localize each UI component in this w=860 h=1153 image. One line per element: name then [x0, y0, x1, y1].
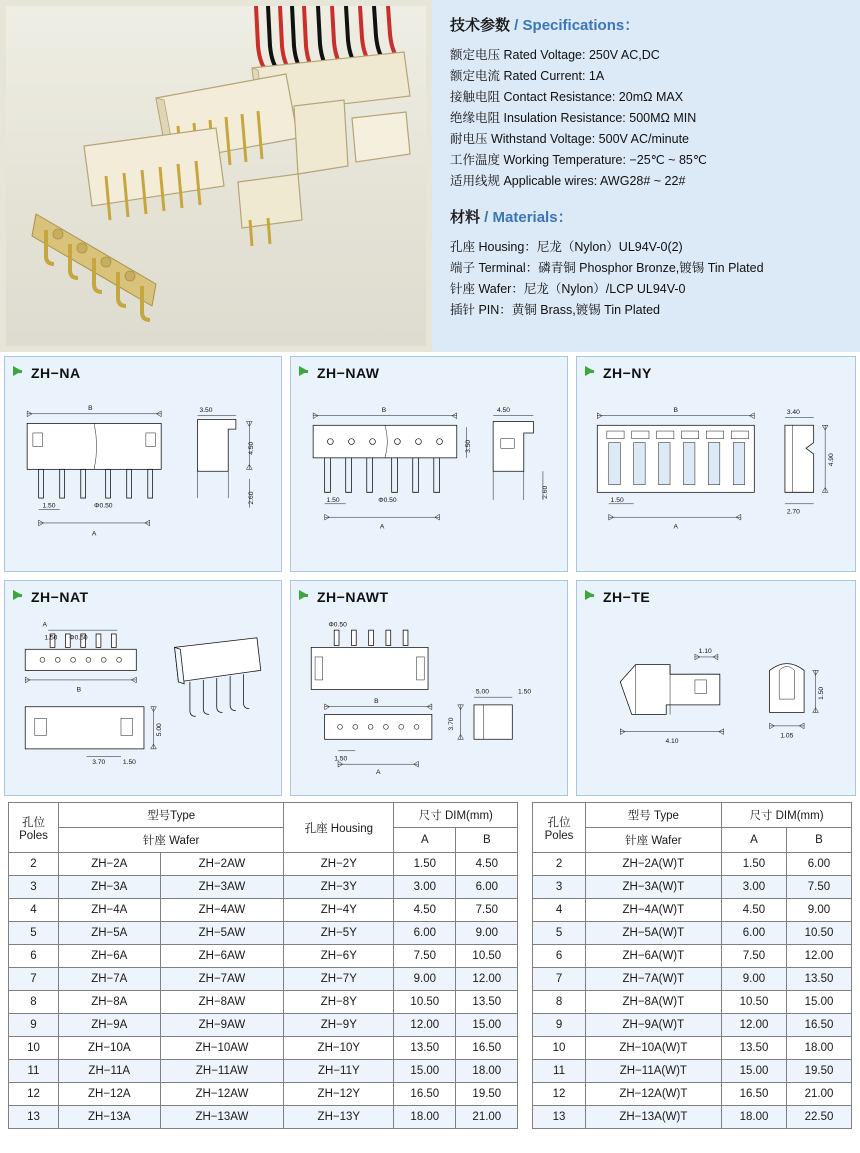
- table-row: [9, 853, 518, 876]
- svg-text:2.60: 2.60: [248, 491, 256, 505]
- table-row: [9, 968, 518, 991]
- drawing-area: [577, 611, 855, 791]
- cell-a: 3.00: [394, 876, 456, 899]
- cell-b: 22.50: [786, 1106, 851, 1129]
- svg-text:4.90: 4.90: [827, 453, 835, 467]
- cell-wafer: ZH−10A(W)T: [585, 1037, 721, 1060]
- cell-poles: 8: [9, 991, 59, 1014]
- cell-b: 6.00: [456, 876, 518, 899]
- cell-wafer: ZH−11A: [59, 1060, 161, 1083]
- svg-text:Φ0.50: Φ0.50: [69, 634, 88, 642]
- material-line: 插针 PIN：黄铜 Brass,镀锡 Tin Plated: [450, 303, 660, 317]
- cell-wafer: ZH−11A(W)T: [585, 1060, 721, 1083]
- svg-text:1.50: 1.50: [334, 755, 348, 763]
- cell-housing: ZH−9Y: [284, 1014, 394, 1037]
- table-right-body: [533, 853, 852, 1129]
- header-poles-en: Poles: [19, 829, 48, 842]
- svg-text:1.50: 1.50: [44, 634, 58, 642]
- svg-text:A: A: [379, 523, 385, 531]
- spec-line: 适用线规 Applicable wires: AWG28# ~ 22#: [450, 174, 686, 188]
- top-section: [0, 0, 860, 352]
- header-wafer: 针座 Wafer: [585, 828, 721, 853]
- cell-a: 15.00: [394, 1060, 456, 1083]
- materials-title: [450, 206, 844, 227]
- svg-text:Φ0.50: Φ0.50: [328, 621, 347, 629]
- header-housing: 孔座 Housing: [284, 803, 394, 853]
- cell-housing: ZH−8Y: [284, 991, 394, 1014]
- cell-wafer: ZH−2A: [59, 853, 161, 876]
- drawing-area: [5, 387, 281, 567]
- cell-a: 6.00: [721, 922, 786, 945]
- drawing-area: [5, 611, 281, 791]
- svg-text:1.50: 1.50: [518, 688, 532, 696]
- table-row: [533, 922, 852, 945]
- svg-text:3.70: 3.70: [92, 759, 106, 767]
- cell-a: 6.00: [394, 922, 456, 945]
- cell-a: 13.50: [721, 1037, 786, 1060]
- cell-a: 9.00: [721, 968, 786, 991]
- cell-wafer-w: ZH−12AW: [160, 1083, 284, 1106]
- product-photo: [0, 0, 432, 352]
- connector-photo-illustration: [6, 6, 426, 346]
- cell-a: 1.50: [394, 853, 456, 876]
- cell-a: 12.00: [394, 1014, 456, 1037]
- svg-text:B: B: [88, 404, 93, 412]
- cell-wafer: ZH−8A: [59, 991, 161, 1014]
- materials-title-slash: /: [480, 209, 493, 226]
- table-row: [9, 1060, 518, 1083]
- drawing-cell-zh-nat: [4, 580, 282, 796]
- table-row: [9, 899, 518, 922]
- cell-housing: ZH−4Y: [284, 899, 394, 922]
- cell-wafer: ZH−4A(W)T: [585, 899, 721, 922]
- material-line: 孔座 Housing：尼龙（Nylon）UL94V-0(2): [450, 240, 683, 254]
- drawing-area: [291, 611, 567, 791]
- cell-a: 7.50: [721, 945, 786, 968]
- cell-poles: 10: [9, 1037, 59, 1060]
- cell-poles: 4: [9, 899, 59, 922]
- svg-text:1.50: 1.50: [610, 496, 624, 504]
- table-header-row: [9, 803, 518, 828]
- svg-text:1.50: 1.50: [122, 759, 136, 767]
- cell-b: 10.50: [786, 922, 851, 945]
- table-row: [533, 1014, 852, 1037]
- bullet-arrow-icon: [585, 366, 594, 376]
- table-row: [533, 968, 852, 991]
- cell-b: 12.00: [456, 968, 518, 991]
- table-row: [9, 991, 518, 1014]
- svg-text:3.50: 3.50: [465, 439, 473, 453]
- cell-housing: ZH−6Y: [284, 945, 394, 968]
- svg-text:B: B: [381, 406, 387, 414]
- spec-line: 额定电流 Rated Current: 1A: [450, 69, 605, 83]
- svg-text:1.10: 1.10: [698, 648, 712, 656]
- header-dim: 尺寸 DIM(mm): [721, 803, 851, 828]
- spec-line: 绝缘电阻 Insulation Resistance: 500MΩ MIN: [450, 111, 697, 125]
- cell-b: 21.00: [456, 1106, 518, 1129]
- header-wafer: 针座 Wafer: [59, 828, 284, 853]
- cell-housing: ZH−3Y: [284, 876, 394, 899]
- header-b: B: [786, 828, 851, 853]
- cell-wafer: ZH−12A(W)T: [585, 1083, 721, 1106]
- table-row: [9, 1037, 518, 1060]
- cell-wafer-w: ZH−2AW: [160, 853, 284, 876]
- cell-wafer-w: ZH−8AW: [160, 991, 284, 1014]
- cell-housing: ZH−10Y: [284, 1037, 394, 1060]
- cell-wafer: ZH−8A(W)T: [585, 991, 721, 1014]
- cell-poles: 4: [533, 899, 585, 922]
- cell-b: 9.00: [786, 899, 851, 922]
- svg-text:B: B: [673, 406, 679, 414]
- cell-wafer: ZH−5A: [59, 922, 161, 945]
- cell-poles: 9: [9, 1014, 59, 1037]
- cell-b: 19.50: [456, 1083, 518, 1106]
- table-row: [9, 1083, 518, 1106]
- cell-b: 21.00: [786, 1083, 851, 1106]
- svg-text:1.50: 1.50: [818, 686, 826, 700]
- cell-a: 16.50: [394, 1083, 456, 1106]
- cell-wafer-w: ZH−6AW: [160, 945, 284, 968]
- specifications-title-slash: /: [510, 17, 523, 34]
- cell-b: 15.00: [786, 991, 851, 1014]
- cell-poles: 6: [533, 945, 585, 968]
- table-row: [9, 945, 518, 968]
- cell-a: 13.50: [394, 1037, 456, 1060]
- cell-poles: 13: [9, 1106, 59, 1129]
- dimension-table-right: [532, 802, 852, 1129]
- drawing-title: ZH−NA: [31, 365, 81, 381]
- spec-line: 耐电压 Withstand Voltage: 500V AC/minute: [450, 132, 690, 146]
- cell-wafer: ZH−3A: [59, 876, 161, 899]
- cell-b: 18.00: [786, 1037, 851, 1060]
- svg-text:3.40: 3.40: [786, 408, 800, 416]
- header-type: 型号Type: [59, 803, 284, 828]
- cell-wafer-w: ZH−4AW: [160, 899, 284, 922]
- svg-text:1.05: 1.05: [780, 732, 794, 740]
- bullet-arrow-icon: [585, 590, 594, 600]
- table-row: [533, 876, 852, 899]
- header-poles: [9, 803, 59, 853]
- table-subheader-row: [9, 828, 518, 853]
- bullet-arrow-icon: [13, 366, 22, 376]
- table-row: [533, 1106, 852, 1129]
- cell-housing: ZH−11Y: [284, 1060, 394, 1083]
- spec-line: 接触电阻 Contact Resistance: 20mΩ MAX: [450, 90, 684, 104]
- header-poles: [533, 803, 585, 853]
- cell-housing: ZH−7Y: [284, 968, 394, 991]
- header-poles-cn: 孔位: [547, 816, 571, 829]
- header-a: A: [394, 828, 456, 853]
- cell-a: 1.50: [721, 853, 786, 876]
- cell-b: 4.50: [456, 853, 518, 876]
- svg-text:1.50: 1.50: [42, 502, 56, 510]
- cell-housing: ZH−2Y: [284, 853, 394, 876]
- svg-text:4.50: 4.50: [496, 406, 511, 414]
- cell-wafer: ZH−7A(W)T: [585, 968, 721, 991]
- cell-housing: ZH−5Y: [284, 922, 394, 945]
- svg-text:3.70: 3.70: [447, 717, 455, 731]
- svg-text:2.60: 2.60: [541, 485, 549, 499]
- drawing-title: ZH−NAWT: [317, 589, 389, 605]
- cell-poles: 6: [9, 945, 59, 968]
- cell-wafer: ZH−4A: [59, 899, 161, 922]
- cell-b: 16.50: [786, 1014, 851, 1037]
- header-b: B: [456, 828, 518, 853]
- cell-wafer: ZH−9A(W)T: [585, 1014, 721, 1037]
- spacer: [450, 192, 844, 206]
- spec-line: 额定电压 Rated Voltage: 250V AC,DC: [450, 48, 660, 62]
- cell-wafer: ZH−12A: [59, 1083, 161, 1106]
- cell-poles: 9: [533, 1014, 585, 1037]
- cell-poles: 2: [533, 853, 585, 876]
- cell-housing: ZH−12Y: [284, 1083, 394, 1106]
- cell-a: 18.00: [394, 1106, 456, 1129]
- cell-poles: 12: [9, 1083, 59, 1106]
- table-row: [533, 945, 852, 968]
- svg-text:5.00: 5.00: [156, 723, 164, 737]
- svg-text:4.50: 4.50: [248, 441, 256, 455]
- drawing-cell-zh-na: [4, 356, 282, 572]
- drawing-title: ZH−TE: [603, 589, 651, 605]
- cell-a: 15.00: [721, 1060, 786, 1083]
- material-line: 端子 Terminal：磷青铜 Phosphor Bronze,镀锡 Tin Plated: [450, 261, 764, 275]
- svg-text:A: A: [673, 523, 679, 531]
- specifications-title: [450, 14, 844, 35]
- cell-poles: 11: [9, 1060, 59, 1083]
- cell-poles: 10: [533, 1037, 585, 1060]
- cell-poles: 5: [533, 922, 585, 945]
- cell-b: 18.00: [456, 1060, 518, 1083]
- cell-a: 16.50: [721, 1083, 786, 1106]
- cell-a: 10.50: [394, 991, 456, 1014]
- svg-text:Φ0.50: Φ0.50: [94, 502, 113, 510]
- product-photo-inner: [6, 6, 426, 346]
- cell-wafer-w: ZH−5AW: [160, 922, 284, 945]
- svg-text:5.00: 5.00: [475, 688, 489, 696]
- table-row: [533, 991, 852, 1014]
- table-row: [9, 1014, 518, 1037]
- cell-a: 12.00: [721, 1014, 786, 1037]
- drawing-title: ZH−NAW: [317, 365, 380, 381]
- cell-b: 13.50: [456, 991, 518, 1014]
- drawing-title: ZH−NY: [603, 365, 652, 381]
- cell-a: 3.00: [721, 876, 786, 899]
- drawing-cell-zh-ny: [576, 356, 856, 572]
- cell-a: 4.50: [394, 899, 456, 922]
- cell-housing: ZH−13Y: [284, 1106, 394, 1129]
- bullet-arrow-icon: [299, 590, 308, 600]
- svg-text:3.50: 3.50: [199, 406, 213, 414]
- material-line: 针座 Wafer：尼龙（Nylon）/LCP UL94V-0: [450, 282, 686, 296]
- cell-b: 19.50: [786, 1060, 851, 1083]
- cell-b: 13.50: [786, 968, 851, 991]
- tables-section: [0, 800, 860, 1135]
- table-row: [533, 1037, 852, 1060]
- cell-wafer: ZH−10A: [59, 1037, 161, 1060]
- svg-text:A: A: [91, 530, 97, 538]
- svg-text:B: B: [76, 686, 82, 694]
- drawing-cell-zh-nawt: [290, 580, 568, 796]
- table-header-row: [533, 803, 852, 828]
- cell-b: 7.50: [786, 876, 851, 899]
- cell-b: 15.00: [456, 1014, 518, 1037]
- dimension-table-left: [8, 802, 518, 1129]
- cell-poles: 8: [533, 991, 585, 1014]
- header-poles-cn: 孔位: [22, 816, 45, 829]
- cell-a: 18.00: [721, 1106, 786, 1129]
- cell-b: 7.50: [456, 899, 518, 922]
- cell-wafer-w: ZH−11AW: [160, 1060, 284, 1083]
- cell-wafer-w: ZH−3AW: [160, 876, 284, 899]
- drawing-area: [577, 387, 855, 567]
- cell-a: 9.00: [394, 968, 456, 991]
- cell-wafer: ZH−2A(W)T: [585, 853, 721, 876]
- cell-b: 6.00: [786, 853, 851, 876]
- cell-wafer-w: ZH−7AW: [160, 968, 284, 991]
- cell-wafer-w: ZH−9AW: [160, 1014, 284, 1037]
- svg-text:1.50: 1.50: [326, 496, 340, 504]
- cell-wafer: ZH−13A(W)T: [585, 1106, 721, 1129]
- header-poles-en: Poles: [544, 829, 574, 842]
- cell-wafer: ZH−9A: [59, 1014, 161, 1037]
- cell-b: 12.00: [786, 945, 851, 968]
- cell-wafer-w: ZH−13AW: [160, 1106, 284, 1129]
- table-row: [9, 922, 518, 945]
- spec-line: 工作温度 Working Temperature: −25℃ ~ 85℃: [450, 153, 707, 167]
- cell-poles: 5: [9, 922, 59, 945]
- cell-wafer: ZH−6A(W)T: [585, 945, 721, 968]
- cell-wafer-w: ZH−10AW: [160, 1037, 284, 1060]
- table-row: [533, 1083, 852, 1106]
- svg-text:B: B: [374, 697, 379, 705]
- cell-a: 7.50: [394, 945, 456, 968]
- cell-wafer: ZH−6A: [59, 945, 161, 968]
- header-dim: 尺寸 DIM(mm): [394, 803, 518, 828]
- cell-a: 4.50: [721, 899, 786, 922]
- cell-wafer: ZH−5A(W)T: [585, 922, 721, 945]
- drawing-cell-zh-naw: [290, 356, 568, 572]
- cell-poles: 12: [533, 1083, 585, 1106]
- cell-poles: 7: [533, 968, 585, 991]
- cell-wafer: ZH−3A(W)T: [585, 876, 721, 899]
- cell-b: 9.00: [456, 922, 518, 945]
- specifications-title-cn: 技术参数: [450, 17, 511, 34]
- cell-b: 16.50: [456, 1037, 518, 1060]
- specifications-title-en: Specifications：: [522, 17, 640, 34]
- cell-wafer: ZH−13A: [59, 1106, 161, 1129]
- table-left-body: [9, 853, 518, 1129]
- cell-poles: 7: [9, 968, 59, 991]
- table-row: [533, 853, 852, 876]
- drawing-title: ZH−NAT: [31, 589, 89, 605]
- materials-title-cn: 材料: [450, 209, 481, 226]
- cell-poles: 3: [533, 876, 585, 899]
- svg-text:2.70: 2.70: [786, 508, 800, 516]
- materials-title-en: Materials：: [492, 209, 573, 226]
- cell-poles: 2: [9, 853, 59, 876]
- svg-text:A: A: [376, 768, 381, 776]
- cell-b: 10.50: [456, 945, 518, 968]
- svg-text:Φ0.50: Φ0.50: [378, 496, 397, 504]
- svg-text:A: A: [42, 621, 47, 629]
- table-row: [9, 1106, 518, 1129]
- drawing-area: [291, 387, 567, 567]
- header-a: A: [721, 828, 786, 853]
- bullet-arrow-icon: [13, 590, 22, 600]
- cell-poles: 3: [9, 876, 59, 899]
- table-row: [533, 899, 852, 922]
- drawings-grid: [0, 352, 860, 800]
- cell-poles: 11: [533, 1060, 585, 1083]
- cell-poles: 13: [533, 1106, 585, 1129]
- specifications-panel: [432, 0, 860, 352]
- cell-a: 10.50: [721, 991, 786, 1014]
- drawing-cell-zh-te: [576, 580, 856, 796]
- cell-wafer: ZH−7A: [59, 968, 161, 991]
- bullet-arrow-icon: [299, 366, 308, 376]
- header-type: 型号 Type: [585, 803, 721, 828]
- svg-text:4.10: 4.10: [665, 738, 679, 746]
- table-row: [533, 1060, 852, 1083]
- table-row: [9, 876, 518, 899]
